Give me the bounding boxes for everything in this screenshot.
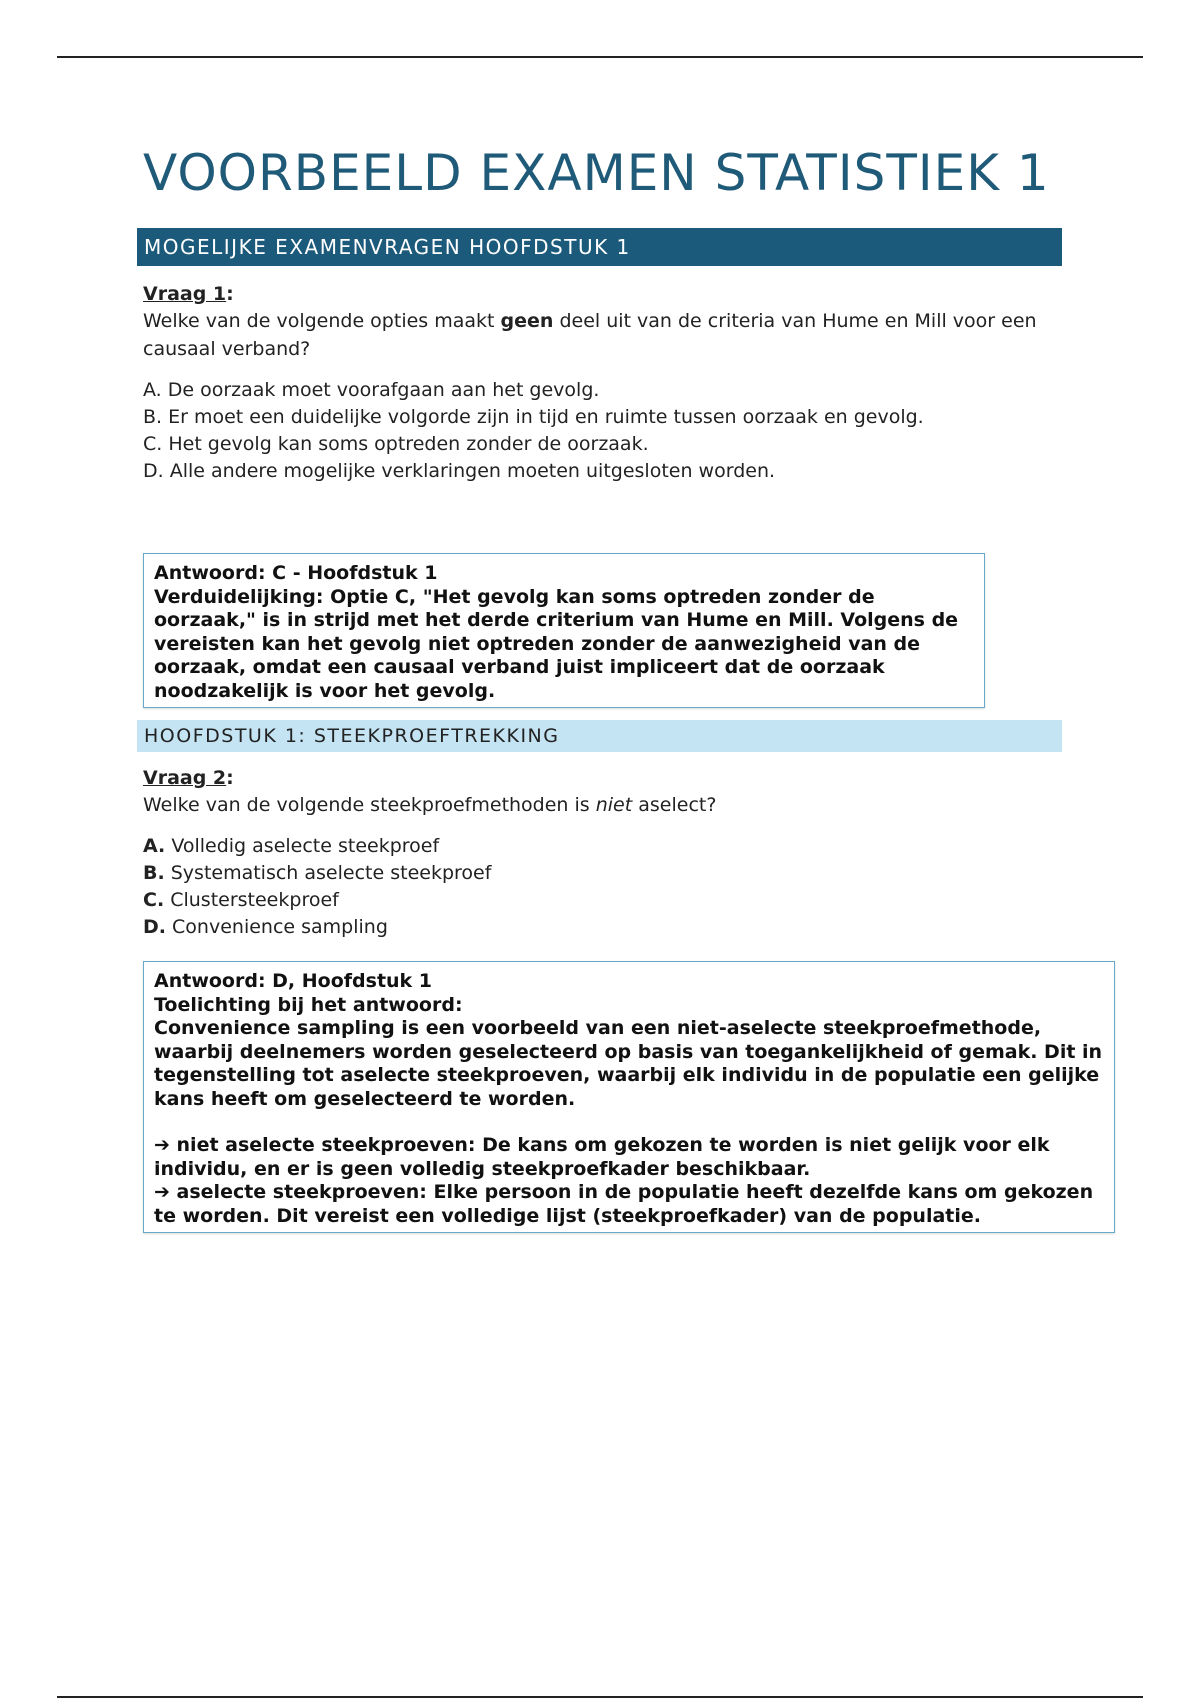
document-body xyxy=(143,140,1103,1233)
section-heading-steekproeftrekking: HOOFDSTUK 1: STEEKPROEFTREKKING xyxy=(137,720,1062,752)
document-title: VOORBEELD EXAMEN STATISTIEK 1 xyxy=(143,144,1050,202)
question-2-label: Vraag 2: xyxy=(143,767,234,789)
answer-1-title: Antwoord: C - Hoofdstuk 1 xyxy=(154,562,438,584)
list-item: B. Er moet een duidelijke volgorde zijn in tijd en ruimte tussen oorzaak en gevolg. xyxy=(143,406,924,428)
list-item: B. Systematisch aselecte steekproef xyxy=(143,862,492,884)
list-item: D. Alle andere mogelijke verklaringen moeten uitgesloten worden. xyxy=(143,460,776,482)
question-2-options xyxy=(143,833,1063,941)
answer-2-subtitle: Toelichting bij het antwoord: xyxy=(154,993,463,1016)
answer-box-2 xyxy=(143,961,1115,1233)
answer-2-point-random: ➔ aselecte steekproeven: Elke persoon in de populatie heeft dezelfde kans om gekozen te worden. Dit vereist een volledige lijst (steekproefkader) van de populatie. xyxy=(154,1181,1094,1227)
list-item: C. Het gevolg kan soms optreden zonder de oorzaak. xyxy=(143,433,649,455)
answer-1-explanation: Verduidelijking: Optie C, "Het gevolg kan soms optreden zonder de oorzaak," is in strijd met het derde criterium van Hume en Mill. Volgens de vereisten kan het gevolg niet optreden zonder de aanwezigheid van de oorzaak, omdat een causaal verband juist impliceert dat de oorzaak noodzakelijk is voor het gevolg. xyxy=(154,585,959,702)
list-item: A. De oorzaak moet voorafgaan aan het gevolg. xyxy=(143,379,600,401)
answer-2-title: Antwoord: D, Hoofdstuk 1 xyxy=(154,970,433,992)
list-item: C. Clustersteekproef xyxy=(143,889,339,911)
footer-rule xyxy=(57,1696,1143,1698)
answer-2-spacer xyxy=(154,1111,1104,1134)
question-2-text: Welke van de volgende steekproefmethoden is niet aselect? xyxy=(143,794,717,816)
list-item: D. Convenience sampling xyxy=(143,916,388,938)
list-item: A. Volledig aselecte steekproef xyxy=(143,835,440,857)
answer-2-body: Convenience sampling is een voorbeeld van een niet-aselecte steekproefmethode, waarbij deelnemers worden geselecteerd op basis van toegankelijkheid of gemak. Dit in tegenstelling tot aselecte steekproeven, waarbij elk individu in de populatie een gelijke kans heeft om geselecteerd te worden. xyxy=(154,1017,1103,1110)
question-1-text: Welke van de volgende opties maakt geen deel uit van de criteria van Hume en Mill voor een causaal verband? xyxy=(143,310,1037,360)
header-rule xyxy=(57,56,1143,58)
section-heading-examenvragen: MOGELIJKE EXAMENVRAGEN HOOFDSTUK 1 xyxy=(137,228,1062,266)
answer-2-point-non-random: ➔ niet aselecte steekproeven: De kans om gekozen te worden is niet gelijk voor elk individu, en er is geen volledig steekproefkader beschikbaar. xyxy=(154,1134,1050,1180)
answer-box-1 xyxy=(143,553,985,708)
question-1-label: Vraag 1: xyxy=(143,283,234,305)
question-1-options xyxy=(143,377,1063,485)
